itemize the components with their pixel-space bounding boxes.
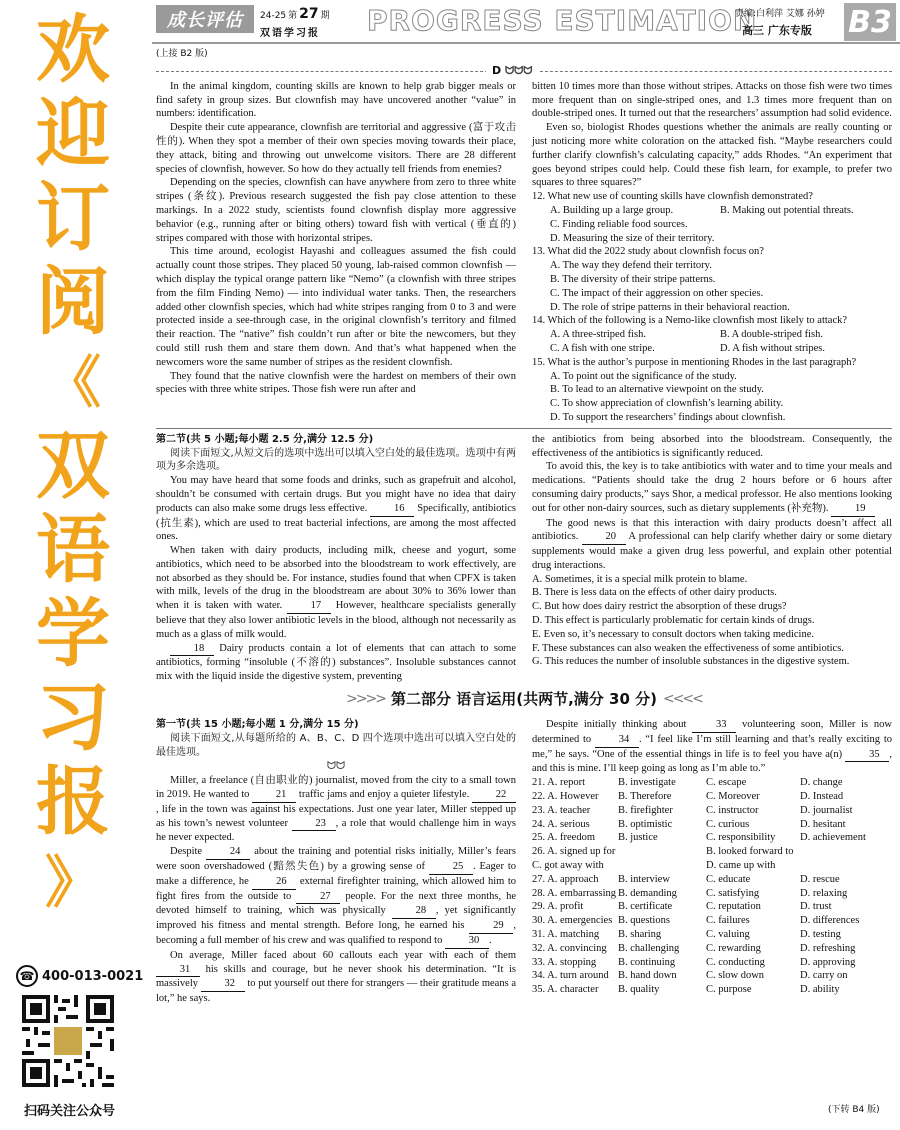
option-cell[interactable]: B. hand down (618, 970, 677, 982)
option-cell[interactable]: 29. A. profit (532, 901, 584, 913)
option-row (532, 887, 892, 901)
section-title: 第一节(共 15 小题;每小题 1 分,满分 15 分) (156, 719, 359, 731)
option[interactable]: C. To show appreciation of clownfish’s learning ability. (550, 398, 784, 410)
slogan-char: 欢 (36, 7, 110, 93)
sidebar (0, 0, 150, 1130)
answer-option[interactable]: F. These substances can also weaken the effectiveness of some antibiotics. (532, 642, 844, 654)
option-row (532, 776, 892, 790)
page-badge: B3 (844, 3, 896, 41)
blank-25[interactable]: 25 (429, 860, 473, 875)
section-d-label: D ᗢᗢᗢ (486, 64, 538, 78)
issue-number: 27 (299, 6, 319, 22)
option-cell[interactable]: B. Therefore (618, 791, 672, 803)
blank-20[interactable]: 20 (582, 530, 626, 545)
column-logo: 成长评估 (156, 5, 254, 33)
option-cell[interactable]: B. investigate (618, 777, 676, 789)
option-cell[interactable]: C. responsibility (706, 832, 776, 844)
part2-right-column (532, 718, 892, 1006)
option-cell[interactable]: B. optimistic (618, 818, 673, 830)
paper-name: 双语学习报 (260, 28, 320, 39)
option[interactable]: D. To support the researchers’ findings about clownfish. (550, 411, 786, 423)
option[interactable]: C. The impact of their aggression on other species. (550, 287, 764, 299)
option-cell[interactable]: B. challenging (618, 942, 680, 954)
section-d-left-column (156, 80, 516, 425)
bottom-note: (下转 B4 版) (828, 1105, 880, 1115)
option-cell[interactable]: D. relaxing (800, 887, 848, 899)
issue-prefix: 第 (288, 11, 298, 21)
option-cell[interactable]: 34. A. turn around (532, 970, 609, 982)
option[interactable]: D. A fish without stripes. (720, 342, 826, 354)
option-row (532, 818, 892, 832)
cloze-options-table (532, 776, 892, 997)
option-cell[interactable]: 25. A. freedom (532, 832, 595, 844)
arrow-right-icon: >>>> (346, 691, 386, 708)
issue-suffix: 期 (320, 11, 330, 21)
blank-23[interactable]: 23 (292, 817, 336, 832)
answer-option[interactable]: B. There is less data on the effects of other dairy products. (532, 587, 777, 599)
option-row (532, 956, 892, 970)
option-cell[interactable]: 30. A. emergencies (532, 915, 613, 927)
option-row (532, 928, 892, 942)
phone-row (16, 965, 143, 987)
passage-paragraph: To avoid this, the key is to take antibiotics with water and to time your meals and medications. “Patients should take the drug 2 hours before or 6 hours after consuming dairy products,” says Shor, a medical professor. He also mentions looking out for other non-dairy sources, such as dietary supplements (补充物). 19 (532, 460, 892, 516)
blank-19[interactable]: 19 (831, 502, 875, 517)
question-14 (532, 314, 892, 355)
part2-left-column (156, 718, 516, 1006)
blank-28[interactable]: 28 (392, 904, 436, 919)
option[interactable]: D. Measuring the size of their territory. (550, 232, 715, 244)
option-row (532, 983, 892, 997)
option-cell[interactable]: C. Moreover (706, 791, 760, 803)
slogan-char: 《 (45, 351, 101, 416)
section2-right-column (532, 433, 892, 684)
page-header (152, 0, 900, 44)
option-cell[interactable]: C. failures (706, 915, 750, 927)
section-d-body (156, 80, 892, 425)
edition: 高三 广东专版 (742, 24, 812, 37)
section2-body (156, 433, 892, 684)
passage-paragraph: Despite their cute appearance, clownfish are territorial and aggressive (富于攻击性的). When they spot a member of their own species moving towards their place, they attack, biting and throwing out unwelcome visitors. There are 28 different species of clownfish, however. So how do they actually tell friends from enemies? (156, 122, 516, 175)
section-title: 第二节(共 5 小题;每小题 2.5 分,满分 12.5 分) (156, 433, 374, 445)
option-cell[interactable]: C. rewarding (706, 942, 761, 954)
slogan-char: 订 (36, 175, 110, 261)
option-row (532, 831, 892, 845)
slogan-char: 习 (36, 675, 110, 761)
section-separator (156, 428, 892, 429)
option-cell[interactable]: C. escape (706, 777, 747, 789)
option-cell[interactable]: B. interview (618, 873, 670, 885)
passage-paragraph: When taken with dairy products, including milk, cheese and yogurt, some antibiotics, which need to be absorbed into the bloodstream to work effectively, are not absorbed as they should be. For instance, studies found that when CPFX is taken with milk, levels of the drug in the bloodstream are about 30% to 36% lower than when it is taken with water. 17 However, healthcare specialists generally believe that they also lower antibiotic levels in the blood, although not necessarily as much as a glass of milk would. (156, 545, 517, 640)
answer-option[interactable]: D. This effect is particularly problematic for certain kinds of drugs. (532, 615, 815, 627)
option-cell[interactable]: D. change (800, 777, 843, 789)
section-d-divider (156, 64, 892, 78)
blank-17[interactable]: 17 (287, 599, 331, 614)
option-cell[interactable]: D. hesitant (800, 818, 846, 830)
passage-paragraph: bitten 10 times more than those without stripes. Attacks on those fish were two times more frequent than on single-striped ones, and 1.3 times more frequent than on double-striped ones. It turned out that the researchers’ assumption had solid evidence. (532, 80, 892, 120)
blank-18[interactable]: 18 (170, 642, 214, 657)
option-cell[interactable]: D. Instead (800, 791, 844, 803)
option-cell[interactable]: 26. A. signed up for (532, 846, 616, 858)
slogan-char: 双 (36, 423, 110, 509)
option-row (532, 845, 892, 859)
blank-26[interactable]: 26 (252, 875, 296, 890)
part2-body (156, 718, 892, 1006)
blank-29[interactable]: 29 (469, 919, 513, 934)
subscription-slogan (18, 8, 128, 924)
answer-option[interactable]: E. Even so, it’s necessary to consult doctors when taking medicine. (532, 628, 814, 640)
passage-paragraph: Depending on the species, clownfish can have anywhere from zero to three white stripes (条纹). Previous research suggested the fish pay close attention to these markings. In a 2022 study, scientists found clownfish display more aggressive behavior (e.g., running after or biting others) toward fish with vertical (垂直的) stripes compared with those with horizontal stripes. (156, 177, 516, 244)
option-cell[interactable]: D. achievement (800, 832, 866, 844)
option-cell[interactable]: D. differences (800, 915, 860, 927)
option-row (532, 790, 892, 804)
header-banner: PROGRESS ESTIMATION (367, 4, 758, 37)
passage-paragraph: They found that the native clownfish were the hardest on members of their own species with three white stripes. Those fish were run after and (156, 370, 516, 396)
blank-21[interactable]: 21 (252, 788, 296, 803)
phone-icon: ☎ (16, 965, 38, 987)
option-cell[interactable]: D. refreshing (800, 942, 856, 954)
phone-number: 400-013-0021 (42, 968, 144, 984)
answer-option[interactable]: G. This reduces the number of insoluble substances in the digestive system. (532, 656, 850, 668)
passage-paragraph: On average, Miller faced about 60 callouts each year with each of them 31 his skills and courage, but he never shook his determination. “It is massively 32 to put yourself out there for strangers — their gratitude means a lot,” he says. (156, 949, 517, 1005)
option-cell[interactable]: C. educate (706, 873, 751, 885)
option[interactable]: B. A double-striped fish. (720, 329, 823, 341)
option-cell[interactable]: D. testing (800, 929, 841, 941)
option-cell[interactable]: 23. A. teacher (532, 804, 591, 816)
passage-paragraph: Despite 24 about the training and potential risks initially, Miller’s fears were soon overshadowed (黯然失色) by a growing sense of 25 . Eager to make a difference, he 26 external firefighter training, which allowed him to fight fires from the outside to 27 people. For the next three months, he devoted himself to training, which was physically 28 , yet significantly improved his fitness and mental strength. Before long, he earned his 29 , becoming a full member of his crew and was qualified to respond to 30 . (156, 845, 516, 949)
option-row (532, 942, 892, 956)
slogan-char: 语 (36, 507, 110, 593)
blank-16[interactable]: 16 (370, 502, 414, 517)
option-cell[interactable]: D. came up with (706, 860, 776, 872)
decorative-ornament-icon: ᗢᗢᗢ (504, 63, 533, 77)
question-13 (532, 245, 892, 314)
option-cell[interactable]: 33. A. stopping (532, 956, 597, 968)
option[interactable]: C. A fish with one stripe. (550, 342, 655, 354)
option-cell[interactable]: B. sharing (618, 929, 662, 941)
option-cell[interactable]: B. firefighter (618, 804, 673, 816)
option[interactable]: B. The diversity of their stripe patterns. (550, 273, 716, 285)
section2-left-column (156, 433, 516, 684)
passage-paragraph: In the animal kingdom, counting skills are known to help grab bigger meals or find safety in group sizes. But clownfish may have uncovered another “value” in numbers: identification. (156, 80, 516, 120)
section-instruction: 阅读下面短文,从短文后的选项中选出可以填入空白处的最佳选项。选项中有两项为多余选项。 (156, 447, 516, 473)
arrow-left-icon: <<<< (662, 691, 702, 708)
question-text: 14. Which of the following is a Nemo-like clownfish most likely to attack? (532, 315, 848, 327)
blank-30[interactable]: 30 (445, 934, 489, 949)
option-cell[interactable]: B. justice (618, 832, 658, 844)
option-cell[interactable]: D. rescue (800, 873, 840, 885)
option-cell[interactable]: 28. A. embarrassing (532, 887, 616, 899)
blank-33[interactable]: 33 (692, 718, 736, 733)
passage-paragraph: 18 Dairy products contain a lot of elements that can attach to some antibiotics, forming “insoluble (不溶的) substances”. Insoluble substances cannot mix with the liquid inside the digestive system, preventing (156, 642, 517, 683)
qr-caption: 扫码关注公众号 (24, 1104, 116, 1119)
issue-line (260, 6, 330, 22)
option-row (532, 859, 892, 873)
blank-34[interactable]: 34 (595, 733, 639, 748)
part2-title: 第二部分 语言运用(共两节,满分 30 分) (391, 690, 657, 709)
option-cell[interactable]: B. looked forward to (706, 846, 794, 858)
part2-banner (156, 688, 892, 712)
blank-22[interactable]: 22 (472, 788, 516, 803)
option-cell[interactable]: B. questions (618, 915, 670, 927)
qr-code-icon[interactable] (22, 995, 114, 1087)
issue-block (260, 6, 330, 39)
option[interactable]: B. To lead to an alternative viewpoint on the study. (550, 384, 764, 396)
answer-option[interactable]: C. But how does dairy restrict the absorption of these drugs? (532, 601, 787, 613)
option-row (532, 900, 892, 914)
passage-paragraph: Even so, biologist Rhodes questions whether the animals are really counting or just noticing more white coloration on the attacked fish. “Maybe researchers could further clarify clownfish’s calculating capacity,” adds Rhodes. “An experiment that goes beyond stripes could help. Could these fish learn, for example, to prefer two squares to three squares?” (532, 122, 892, 189)
main-content (156, 48, 892, 1006)
question-text: 12. What new use of counting skills have clownfish demonstrated? (532, 191, 813, 203)
option-cell[interactable]: D. journalist (800, 804, 853, 816)
slogan-char: 学 (36, 591, 110, 677)
question-15 (532, 356, 892, 425)
question-text: 15. What is the author’s purpose in mentioning Rhodes in the last paragraph? (532, 356, 857, 368)
passage-paragraph: Despite initially thinking about 33 volunteering soon, Miller is now determined to 34 . “I feel like I’m still learning and that’s really exciting to me,” he says. “One of the essential things in life is to feel you have a(n) 35 , and this is mine. I’ll keep going as long as I’m able to.” (532, 719, 893, 775)
option-cell[interactable]: B. continuing (618, 956, 676, 968)
section-instruction: 阅读下面短文,从每题所给的 A、B、C、D 四个选项中选出可以填入空白处的最佳选项。 (156, 732, 516, 758)
option-cell[interactable]: B. certificate (618, 901, 673, 913)
blank-32[interactable]: 32 (201, 977, 245, 992)
option[interactable]: A. The way they defend their territory. (550, 260, 712, 272)
slogan-char: 迎 (36, 91, 110, 177)
section-d-right-column (532, 80, 892, 425)
blank-27[interactable]: 27 (296, 890, 340, 905)
slogan-char: 》 (45, 851, 101, 916)
option-cell[interactable]: 22. A. However (532, 791, 599, 803)
option[interactable]: C. Finding reliable food sources. (550, 218, 688, 230)
question-12 (532, 190, 892, 245)
answer-option[interactable]: A. Sometimes, it is a special milk protein to blame. (532, 573, 748, 585)
option-cell[interactable]: 31. A. matching (532, 929, 600, 941)
option-cell[interactable]: D. carry on (800, 970, 848, 982)
passage-paragraph: The good news is that this interaction with dairy products doesn’t affect all antibiotics. 20 A professional can help clarify whether dairy or some dietary supplements would make a given drug less powerful, and explain other potential drug interactions. (532, 517, 893, 571)
decorative-ornament-icon: ᗢᗢ (326, 759, 346, 773)
option[interactable]: A. A three-striped fish. (550, 329, 646, 341)
option-row (532, 914, 892, 928)
option-cell[interactable]: C. slow down (706, 970, 765, 982)
editors: 责编:白利萍 艾娜 孙婷 (735, 9, 825, 19)
option-row (532, 969, 892, 983)
option[interactable]: B. Making out potential threats. (720, 204, 854, 216)
option-cell[interactable]: B. quality (618, 984, 660, 996)
option-cell[interactable]: D. ability (800, 984, 840, 996)
option-cell[interactable]: C. got away with (532, 860, 604, 872)
option-cell[interactable]: 21. A. report (532, 777, 586, 789)
question-text: 13. What did the 2022 study about clownfish focus on? (532, 246, 764, 258)
option-cell[interactable]: 35. A. character (532, 984, 599, 996)
blank-24[interactable]: 24 (206, 845, 250, 860)
option-cell[interactable]: D. trust (800, 901, 832, 913)
passage-paragraph: the antibiotics from being absorbed into the bloodstream. Consequently, the effectiveness of the antibiotics is significantly reduced. (532, 433, 892, 459)
slogan-char: 报 (36, 759, 110, 845)
option[interactable]: A. Building up a large group. (550, 204, 674, 216)
issue-years: 24-25 (260, 11, 287, 21)
option-cell[interactable]: C. satisfying (706, 887, 760, 899)
slogan-char: 阅 (36, 259, 110, 345)
option-cell[interactable]: C. conducting (706, 956, 765, 968)
option[interactable]: D. The role of stripe patterns in their behavioral reaction. (550, 301, 790, 313)
option-cell[interactable]: 24. A. serious (532, 818, 590, 830)
option-cell[interactable]: C. reputation (706, 901, 761, 913)
option-cell[interactable]: C. valuing (706, 929, 750, 941)
option-row (532, 804, 892, 818)
option-row (532, 873, 892, 887)
blank-35[interactable]: 35 (845, 748, 889, 763)
passage-paragraph: You may have heard that some foods and drinks, such as grapefruit and alcohol, shouldn’t be consumed with certain drugs. But you might have no idea that dairy products can also make some drugs less effective. 16 Specifically, antibiotics (抗生素), which are used to treat bacterial infections, are among the most affected ones. (156, 475, 516, 543)
option-cell[interactable]: D. approving (800, 956, 856, 968)
option-cell[interactable]: 27. A. approach (532, 873, 599, 885)
continue-note: (上接 B2 版) (156, 49, 208, 59)
option-cell[interactable]: B. demanding (618, 887, 677, 899)
passage-paragraph: This time around, ecologist Hayashi and colleagues assumed the fish could actually count those stripes. They placed 50 young, lab-raised common clownfish — which display the typical orange pattern like “Nemo” (a clownfish with three stripes from the film Finding Nemo) — into individual water tanks. Then, the researchers added other clownfish species, which had white stripes ranging from 0 to 3 and were protected inside a see-through case, in the original clownfish’s territory and filmed their reaction. The “native” fish couldn’t run after or bite the newcomers, but they could still rush them and stare them down. And that’s what happened when the newcomers wore the same number of stripes as the resident clownfish. (156, 246, 516, 368)
option-cell[interactable]: C. instructor (706, 804, 759, 816)
passage-paragraph: Miller, a freelance (自由职业的) journalist, moved from the city to a small town in 2019. He wanted to 21 traffic jams and enjoy a quieter lifestyle. 22, life in the town was against his expectations. Just one year later, Miller stepped up as his town’s newest volunteer 23 , a role that would challenge him in ways he never expected. (156, 775, 517, 844)
option-cell[interactable]: C. purpose (706, 984, 752, 996)
option-cell[interactable]: 32. A. convincing (532, 942, 607, 954)
blank-31[interactable]: 31 (156, 963, 200, 978)
option-cell[interactable]: C. curious (706, 818, 750, 830)
option[interactable]: A. To point out the significance of the study. (550, 370, 737, 382)
